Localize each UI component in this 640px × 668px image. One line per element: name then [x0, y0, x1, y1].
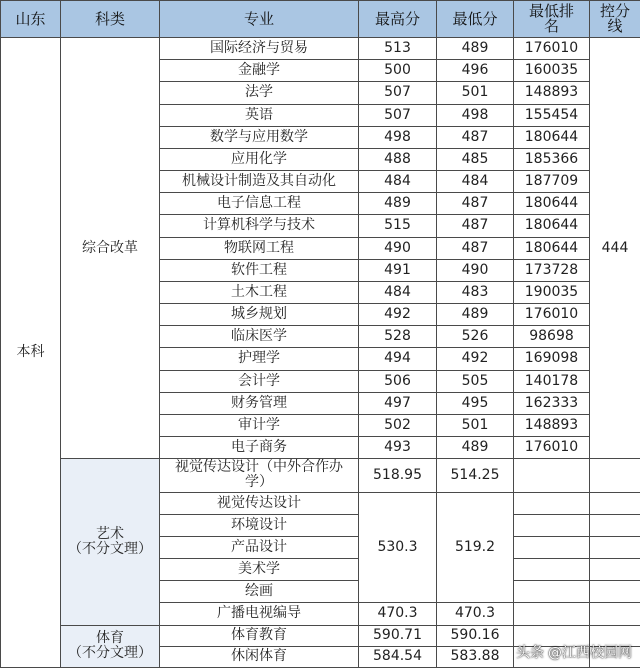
min-score-cell: 489 — [437, 437, 514, 459]
control-line-cell — [590, 603, 640, 625]
min-score-cell: 489 — [437, 38, 514, 60]
category-sports-note: （不分文理） — [68, 645, 152, 662]
min-rank-cell: 180644 — [514, 193, 590, 215]
table-row — [1, 625, 640, 646]
major-cell-text: 视觉传达设计（中外合作办学） — [175, 459, 343, 491]
min-score-cell: 501 — [437, 82, 514, 104]
min-rank-cell: 180644 — [514, 237, 590, 259]
min-rank-cell: 185366 — [514, 148, 590, 170]
max-score-cell: 530.3 — [359, 492, 437, 603]
control-line-cell — [590, 536, 640, 558]
min-score-cell: 514.25 — [437, 459, 514, 492]
major-cell: 国际经济与贸易 — [160, 38, 359, 60]
major-cell: 计算机科学与技术 — [160, 215, 359, 237]
min-rank-cell: 148893 — [514, 82, 590, 104]
control-line-cell — [590, 581, 640, 603]
min-rank-cell: 187709 — [514, 171, 590, 193]
control-line-cell — [590, 492, 640, 514]
min-rank-cell: 169098 — [514, 348, 590, 370]
header-max-score: 最高分 — [359, 1, 437, 38]
header-major: 专业 — [160, 1, 359, 38]
min-rank-cell: 180644 — [514, 126, 590, 148]
max-score-cell: 590.71 — [359, 625, 437, 646]
min-rank-cell: 176010 — [514, 38, 590, 60]
min-rank-cell — [514, 514, 590, 536]
min-score-cell: 495 — [437, 392, 514, 414]
min-score-cell: 501 — [437, 414, 514, 436]
category-sports-name: 体育 — [96, 630, 124, 647]
max-score-cell: 500 — [359, 60, 437, 82]
max-score-cell: 497 — [359, 392, 437, 414]
min-rank-cell — [514, 459, 590, 492]
max-score-cell: 528 — [359, 326, 437, 348]
control-line-cell: 444 — [590, 38, 640, 459]
category-art — [61, 459, 160, 625]
max-score-cell: 515 — [359, 215, 437, 237]
min-rank-cell: 176010 — [514, 437, 590, 459]
watermark-right-text: @江西校园网 — [548, 645, 632, 661]
min-score-cell: 483 — [437, 281, 514, 303]
control-line-cell — [590, 459, 640, 492]
max-score-cell: 490 — [359, 237, 437, 259]
control-line-cell — [590, 559, 640, 581]
max-score-cell: 489 — [359, 193, 437, 215]
max-score-cell: 513 — [359, 38, 437, 60]
major-cell: 体育教育 — [160, 625, 359, 646]
major-cell: 会计学 — [160, 370, 359, 392]
major-cell: 应用化学 — [160, 148, 359, 170]
min-rank-cell: 148893 — [514, 414, 590, 436]
min-score-cell: 583.88 — [437, 646, 514, 667]
min-rank-cell — [514, 646, 590, 667]
min-rank-cell: 155454 — [514, 104, 590, 126]
max-score-cell: 488 — [359, 148, 437, 170]
min-score-cell: 492 — [437, 348, 514, 370]
major-cell: 环境设计 — [160, 514, 359, 536]
min-score-cell: 484 — [437, 171, 514, 193]
table-row — [1, 38, 640, 60]
max-score-cell: 506 — [359, 370, 437, 392]
major-cell: 数学与应用数学 — [160, 126, 359, 148]
major-cell: 物联网工程 — [160, 237, 359, 259]
max-score-cell: 494 — [359, 348, 437, 370]
major-cell: 电子信息工程 — [160, 193, 359, 215]
header-category: 科类 — [61, 1, 160, 38]
min-score-cell: 487 — [437, 237, 514, 259]
header-min-rank: 最低排名 — [514, 1, 590, 38]
watermark-left-text: 头条 — [516, 645, 544, 661]
min-rank-cell — [514, 536, 590, 558]
min-rank-cell — [514, 581, 590, 603]
min-score-cell: 526 — [437, 326, 514, 348]
major-cell: 机械设计制造及其自动化 — [160, 171, 359, 193]
control-line-cell — [590, 625, 640, 646]
max-score-cell: 484 — [359, 281, 437, 303]
max-score-cell: 584.54 — [359, 646, 437, 667]
min-score-cell: 489 — [437, 304, 514, 326]
category-comprehensive: 综合改革 — [61, 38, 160, 459]
min-score-cell: 505 — [437, 370, 514, 392]
major-cell: 电子商务 — [160, 437, 359, 459]
major-cell: 视觉传达设计 — [160, 492, 359, 514]
max-score-cell: 470.3 — [359, 603, 437, 625]
min-rank-cell: 190035 — [514, 281, 590, 303]
major-cell: 软件工程 — [160, 259, 359, 281]
min-score-cell: 519.2 — [437, 492, 514, 603]
major-cell: 护理学 — [160, 348, 359, 370]
min-rank-cell: 160035 — [514, 60, 590, 82]
major-cell: 金融学 — [160, 60, 359, 82]
major-cell: 绘画 — [160, 581, 359, 603]
province-level-cell: 本科 — [1, 38, 61, 668]
min-score-cell: 590.16 — [437, 625, 514, 646]
max-score-cell: 491 — [359, 259, 437, 281]
major-cell: 临床医学 — [160, 326, 359, 348]
major-cell: 美术学 — [160, 559, 359, 581]
category-art-name: 艺术 — [96, 525, 124, 542]
major-cell: 土木工程 — [160, 281, 359, 303]
table-row — [1, 459, 640, 492]
min-score-cell: 485 — [437, 148, 514, 170]
header-min-score: 最低分 — [437, 1, 514, 38]
max-score-cell: 507 — [359, 82, 437, 104]
min-score-cell: 490 — [437, 259, 514, 281]
header-control-line: 控分线 — [590, 1, 640, 38]
major-cell: 城乡规划 — [160, 304, 359, 326]
max-score-cell: 518.95 — [359, 459, 437, 492]
major-cell: 财务管理 — [160, 392, 359, 414]
major-cell: 产品设计 — [160, 536, 359, 558]
min-rank-cell: 173728 — [514, 259, 590, 281]
header-row — [1, 1, 640, 38]
min-rank-cell: 180644 — [514, 215, 590, 237]
control-line-cell — [590, 514, 640, 536]
min-rank-cell — [514, 603, 590, 625]
major-cell: 英语 — [160, 104, 359, 126]
max-score-cell: 507 — [359, 104, 437, 126]
control-line-cell — [590, 646, 640, 667]
min-score-cell: 487 — [437, 126, 514, 148]
max-score-cell: 492 — [359, 304, 437, 326]
min-rank-cell: 98698 — [514, 326, 590, 348]
min-rank-cell — [514, 492, 590, 514]
max-score-cell: 493 — [359, 437, 437, 459]
category-sports — [61, 625, 160, 667]
major-cell: 法学 — [160, 82, 359, 104]
min-rank-cell: 140178 — [514, 370, 590, 392]
min-rank-cell — [514, 559, 590, 581]
min-score-cell: 496 — [437, 60, 514, 82]
major-cell: 广播电视编导 — [160, 603, 359, 625]
min-rank-cell: 162333 — [514, 392, 590, 414]
min-rank-cell — [514, 625, 590, 646]
min-rank-cell: 176010 — [514, 304, 590, 326]
min-score-cell: 470.3 — [437, 603, 514, 625]
major-cell: 休闲体育 — [160, 646, 359, 667]
max-score-cell: 484 — [359, 171, 437, 193]
category-art-note: （不分文理） — [68, 540, 152, 557]
major-cell: 审计学 — [160, 414, 359, 436]
min-score-cell: 498 — [437, 104, 514, 126]
min-score-cell: 487 — [437, 193, 514, 215]
max-score-cell: 498 — [359, 126, 437, 148]
header-province: 山东 — [1, 1, 61, 38]
min-score-cell: 487 — [437, 215, 514, 237]
major-cell — [160, 459, 359, 492]
max-score-cell: 502 — [359, 414, 437, 436]
